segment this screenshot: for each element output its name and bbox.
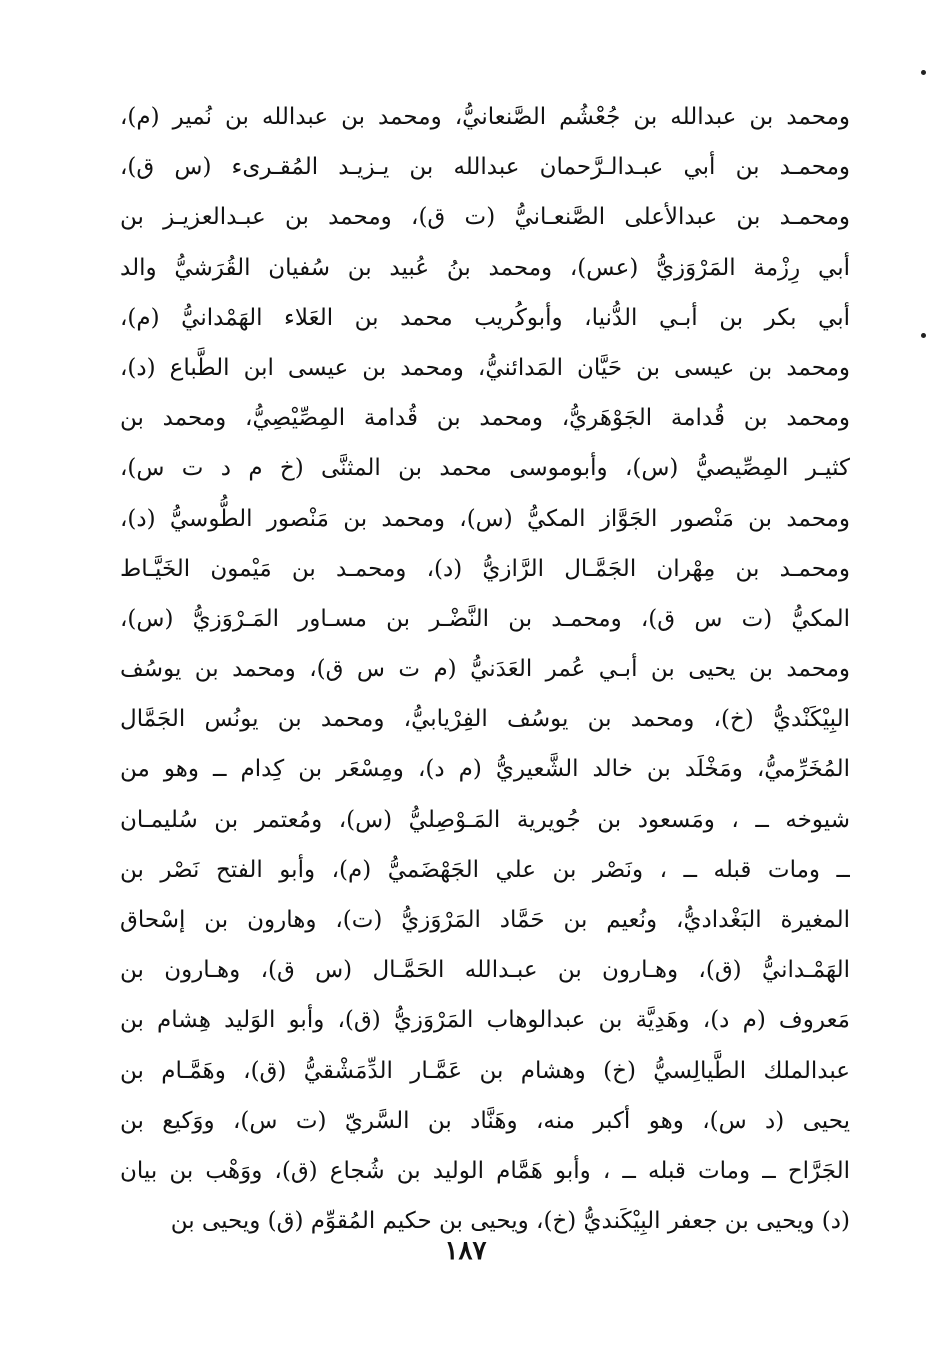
text-line: ومحمد بن عبدالله بن جُعْشُم الصَّنعانيُّ، ومحمد بن عبدالله بن نُمير (م)، — [120, 104, 850, 130]
page-number: ١٨٧ — [444, 1236, 487, 1266]
text-line: البِيْكَنْديُّ (خ)، ومحمد بن يوسُف الفِرْيابيُّ، ومحمد بن يونُس الجَمَّال — [120, 706, 850, 733]
text-line: كثيـر المِصِّيصيُّ (س)، وأبوموسى محمد بن المثنَّى (خ م د ت س)، — [120, 455, 850, 482]
text-line: ومحمـد بن مِهْران الجَمَّـال الرَّازيُّ (د)، ومحمـد بن مَيْمون الخَيَّـاط — [120, 555, 850, 582]
text-line: المكيُّ (ت س ق)، ومحمـد بن النَّضْـر بن مسـاور المَـرْوَزيُّ (س)، — [120, 605, 850, 632]
text-line: عبدالملك الطَّيالِسيُّ (خ) وهشام بن عَمَّـار الدِّمَشْقيُّ (ق)، وهَمَّـام بن — [120, 1057, 850, 1084]
text-line: شيوخه ــ ، ومَسعود بن جُويرية المَـوْصِليُّ (س)، ومُعتمر بن سُليمـان — [120, 806, 850, 833]
text-line: الهَمْـدانيُّ (ق)، وهـارون بن عبـدالله الحَمَّـال (س ق)، وهـارون بن — [120, 957, 850, 984]
text-line: ومحمد بن قُدامة الجَوْهَريُّ، ومحمد بن قُدامة المِصِّيْصِيُّ، ومحمد بن — [120, 405, 850, 432]
text-line: المُخَرِّميُّ، ومَخْلَد بن خالد الشَّعيريُّ (م د)، ومِسْعَر بن كِدام ــ وهو من — [120, 756, 850, 783]
text-line: (د) ويحيى بن جعفر البِيْكَنديُّ (خ)، ويحيى بن حكيم المُقوِّم (ق) ويحيى بن — [170, 1208, 850, 1235]
margin-mark — [921, 70, 926, 75]
text-line: المغيرة البَغْداديُّ، ونُعيم بن حَمَّاد المَرْوَزيُّ (ت)، وهارون بن إسْحاق — [120, 907, 850, 933]
body-text — [120, 92, 850, 1246]
margin-mark — [921, 333, 926, 338]
text-line: أبي بكر بن أبـي الدُّنيا، وأبوكُريب محمد بن العَلاء الهَمْدانيُّ (م)، — [120, 304, 850, 331]
text-line: ومحمد بن عيسى بن حَيَّان المَدائنيُّ، ومحمد بن عيسى ابن الطَّباع (د)، — [120, 354, 850, 381]
text-line: مَعروف (م د)، وهَدِيَّة بن عبدالوهاب المَرْوَزيُّ (ق)، وأبو الوَليد هِشام بن — [120, 1007, 850, 1034]
text-line: ومحمـد بن عبدالأعلى الصَّنعـانيُّ (ت ق)، ومحمد بن عبـدالعزيـز بن — [120, 204, 850, 231]
text-line: يحيى (د س)، وهو أكبر منه، وهَنَّاد بن السَّريّ (ت س)، ووَكيع بن — [120, 1107, 850, 1134]
text-line: أبي رِزْمة المَرْوَزيُّ (عس)، ومحمد بنُ عُبيد بن سُفيان القُرَشيُّ والد — [120, 254, 850, 281]
text-line: الجَرَّاح ــ ومات قبله ــ ، وأبو هَمَّام الوليد بن شُجاع (ق)، ووَهْب بن بيان — [120, 1157, 850, 1184]
text-line: ومحمـد بن أبي عبـدالـرَّحمان عبدالله بن يـزيـد المُقـرىء (س ق)، — [120, 154, 850, 181]
text-line: ومحمد بن مَنْصور الجَوَّاز المكيُّ (س)، ومحمد بن مَنْصور الطُّوسيُّ (د)، — [120, 505, 850, 532]
text-line: ومحمد بن يحيى بن أبـي عُمر العَدَنيُّ (م ت س ق)، ومحمد بن يوسُف — [120, 656, 850, 683]
text-line: ــ ومات قبله ــ ، ونَصْر بن علي الجَهْضَميُّ (م)، وأبو الفتح نَصْر بن — [120, 856, 850, 883]
